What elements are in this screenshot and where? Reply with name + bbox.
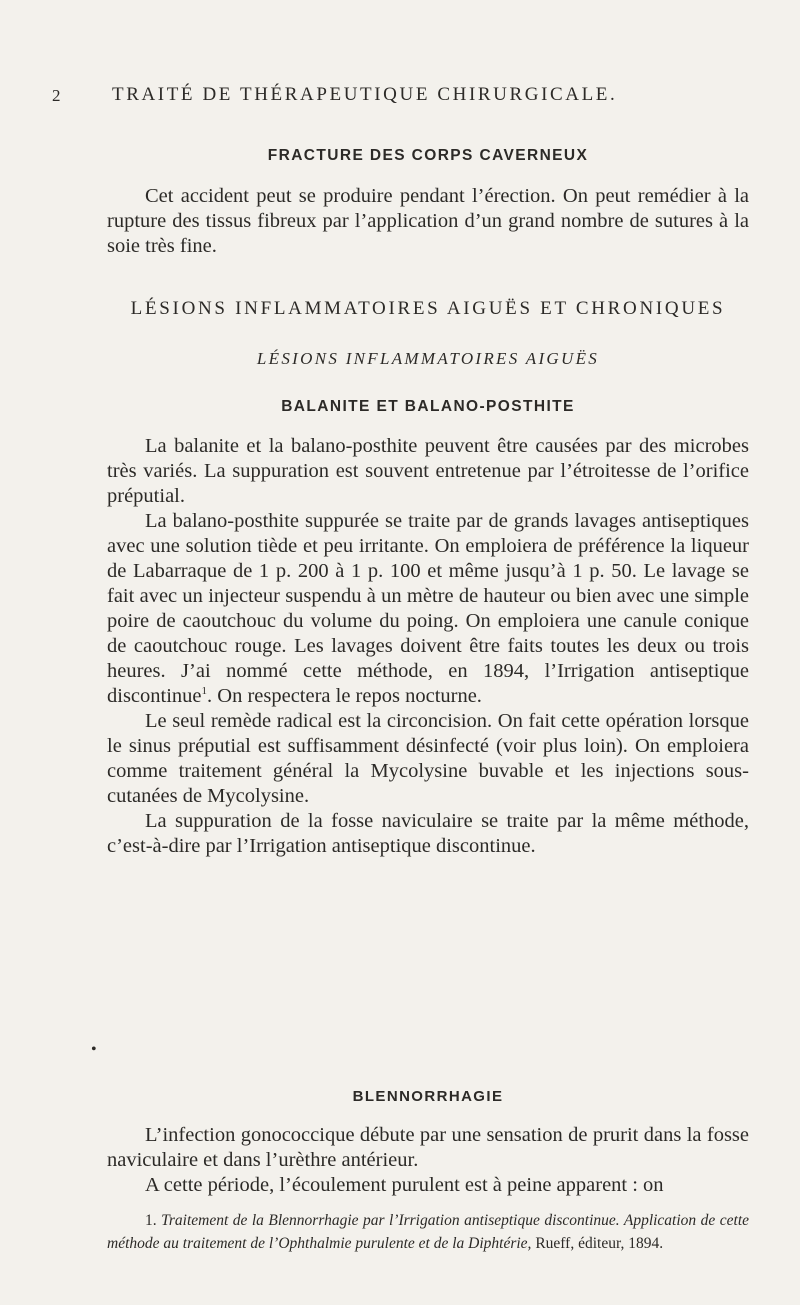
footnote-publisher: Rueff, éditeur, 1894. bbox=[531, 1235, 664, 1252]
footnote-citation-title: Traitement de la Blennorrhagie par l’Irrigation antiseptique discontinue. Application de cette méthode au traitement de l’Ophthalmie purulente et de la Diphtérie, bbox=[107, 1212, 750, 1252]
paragraph-balanite-2-tail: . On respectera le repos nocturne. bbox=[207, 685, 482, 707]
section-title-fracture: FRACTURE DES CORPS CAVERNEUX bbox=[267, 147, 589, 164]
paragraph-balanite-1: La balanite et la balano-posthite peuvent être causées par des microbes très variés. La suppuration est souvent entretenue par l’étroitesse de l’orifice préputial. bbox=[107, 435, 749, 507]
footnote-block bbox=[107, 1209, 749, 1255]
section-title-lesions: LÉSIONS INFLAMMATOIRES AIGUËS ET CHRONIQUES bbox=[130, 298, 726, 319]
footnote-reference: 1 bbox=[201, 685, 208, 698]
paragraph-fracture: Cet accident peut se produire pendant l’érection. On peut remédier à la rupture des tissus fibreux par l’application d’un grand nombre de sutures à la soie très fine. bbox=[107, 185, 749, 257]
paragraph-balanite-3: Le seul remède radical est la circoncision. On fait cette opération lorsque le sinus préputial est suffisamment désinfecté (voir plus loin). On emploiera comme traitement général la Mycolysine buvable et les injections sous-cutanées de Mycolysine. bbox=[107, 710, 749, 807]
paragraph-blennorrhagie-2: A cette période, l’écoulement purulent est à peine apparent : on bbox=[145, 1174, 664, 1196]
paragraph-balanite-2-text: La balano-posthite suppurée se traite par de grands lavages antiseptiques avec une solution tiède et peu irritante. On emploiera de préférence la liqueur de Labarraque de 1 p. 200 à 1 p. 100 et même jusqu’à 1 p. 50. Le lavage se fait avec un injecteur suspendu à un mètre de hauteur ou bien avec une simple poire de caoutchouc du volume du poing. On emploiera une canule conique de caoutchouc rouge. Les lavages doivent être faits toutes les deux ou trois heures. J’ai nommé cette méthode, en 1894, l’Irrigation antiseptique discontinue bbox=[107, 510, 749, 707]
blennorrhagie-body bbox=[107, 1123, 749, 1198]
fracture-body bbox=[107, 184, 749, 259]
lesions-title-block bbox=[107, 298, 749, 320]
section-subtitle-lesions-aigues: LÉSIONS INFLAMMATOIRES AIGUËS bbox=[256, 349, 600, 368]
section-title-balanite: BALANITE ET BALANO-POSTHITE bbox=[281, 398, 575, 415]
lesions-subtitle-block bbox=[107, 349, 749, 369]
page-number: 2 bbox=[52, 86, 62, 105]
footnote bbox=[107, 1209, 749, 1255]
balanite-title-block bbox=[107, 398, 749, 416]
paragraph-blennorrhagie-1: L’infection gonococcique débute par une sensation de prurit dans la fosse naviculaire et dans l’urèthre antérieur. bbox=[107, 1124, 749, 1171]
fracture-title-block bbox=[107, 147, 749, 165]
section-title-blennorrhagie: BLENNORRHAGIE bbox=[352, 1088, 504, 1105]
footnote-number: 1. bbox=[145, 1212, 157, 1229]
balanite-body bbox=[107, 434, 749, 859]
running-title: TRAITÉ DE THÉRAPEUTIQUE CHIRURGICALE. bbox=[112, 84, 618, 105]
paragraph-balanite-4: La suppuration de la fosse naviculaire se traite par la même méthode, c’est-à-dire par l’Irrigation antiseptique discontinue. bbox=[107, 810, 749, 857]
margin-mark: • bbox=[91, 1041, 97, 1058]
paragraph-balanite-2 bbox=[107, 509, 749, 709]
blennorrhagie-title-block bbox=[107, 1088, 749, 1105]
